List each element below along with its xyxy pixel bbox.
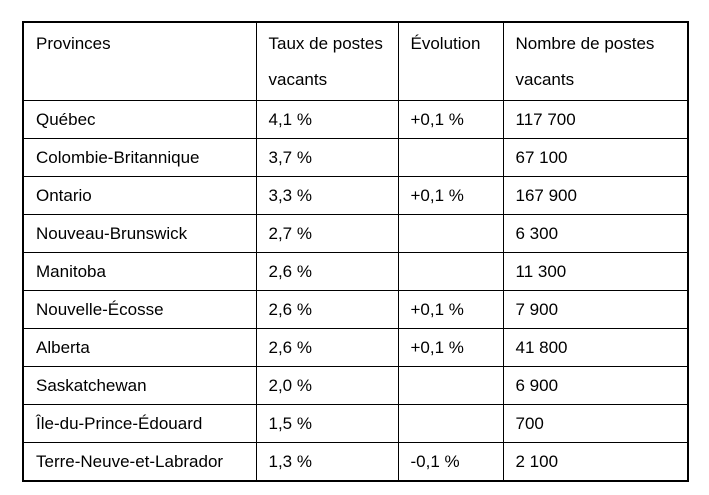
header-row [23, 22, 688, 101]
cell-province: Île-du-Prince-Édouard [23, 405, 256, 443]
cell-vacancy-count: 6 900 [503, 367, 688, 405]
table-row [23, 405, 688, 443]
cell-vacancy-count: 41 800 [503, 329, 688, 367]
cell-change [398, 215, 503, 253]
cell-vacancy-count: 6 300 [503, 215, 688, 253]
table-row [23, 329, 688, 367]
cell-change [398, 405, 503, 443]
cell-vacancy-count: 2 100 [503, 443, 688, 482]
cell-change [398, 139, 503, 177]
cell-change [398, 367, 503, 405]
cell-vacancy-count: 700 [503, 405, 688, 443]
table-row [23, 215, 688, 253]
header-provinces: Provinces [23, 22, 256, 101]
table-row [23, 253, 688, 291]
cell-vacancy-count: 7 900 [503, 291, 688, 329]
cell-vacancy-rate: 3,3 % [256, 177, 398, 215]
cell-vacancy-rate: 3,7 % [256, 139, 398, 177]
cell-vacancy-rate: 2,6 % [256, 291, 398, 329]
cell-vacancy-rate: 2,6 % [256, 329, 398, 367]
cell-vacancy-rate: 2,7 % [256, 215, 398, 253]
cell-province: Saskatchewan [23, 367, 256, 405]
table-row [23, 291, 688, 329]
cell-province: Manitoba [23, 253, 256, 291]
cell-change: +0,1 % [398, 329, 503, 367]
cell-province: Alberta [23, 329, 256, 367]
table-row [23, 101, 688, 139]
table-row [23, 367, 688, 405]
cell-province: Nouveau-Brunswick [23, 215, 256, 253]
cell-vacancy-count: 67 100 [503, 139, 688, 177]
cell-vacancy-rate: 1,5 % [256, 405, 398, 443]
cell-change: +0,1 % [398, 291, 503, 329]
cell-vacancy-rate: 2,0 % [256, 367, 398, 405]
table-body [23, 101, 688, 482]
header-change: Évolution [398, 22, 503, 101]
table-row [23, 443, 688, 482]
header-vacancy-rate: Taux de postes vacants [256, 22, 398, 101]
cell-change: -0,1 % [398, 443, 503, 482]
cell-vacancy-rate: 2,6 % [256, 253, 398, 291]
cell-change: +0,1 % [398, 101, 503, 139]
header-vacancy-count: Nombre de postes vacants [503, 22, 688, 101]
cell-vacancy-rate: 1,3 % [256, 443, 398, 482]
cell-vacancy-count: 167 900 [503, 177, 688, 215]
cell-vacancy-rate: 4,1 % [256, 101, 398, 139]
cell-province: Ontario [23, 177, 256, 215]
cell-vacancy-count: 117 700 [503, 101, 688, 139]
cell-change [398, 253, 503, 291]
cell-province: Colombie-Britannique [23, 139, 256, 177]
cell-province: Québec [23, 101, 256, 139]
cell-province: Terre-Neuve-et-Labrador [23, 443, 256, 482]
table-row [23, 139, 688, 177]
cell-vacancy-count: 11 300 [503, 253, 688, 291]
table-row [23, 177, 688, 215]
vacancy-rate-table [22, 21, 689, 482]
table-header [23, 22, 688, 101]
cell-change: +0,1 % [398, 177, 503, 215]
cell-province: Nouvelle-Écosse [23, 291, 256, 329]
